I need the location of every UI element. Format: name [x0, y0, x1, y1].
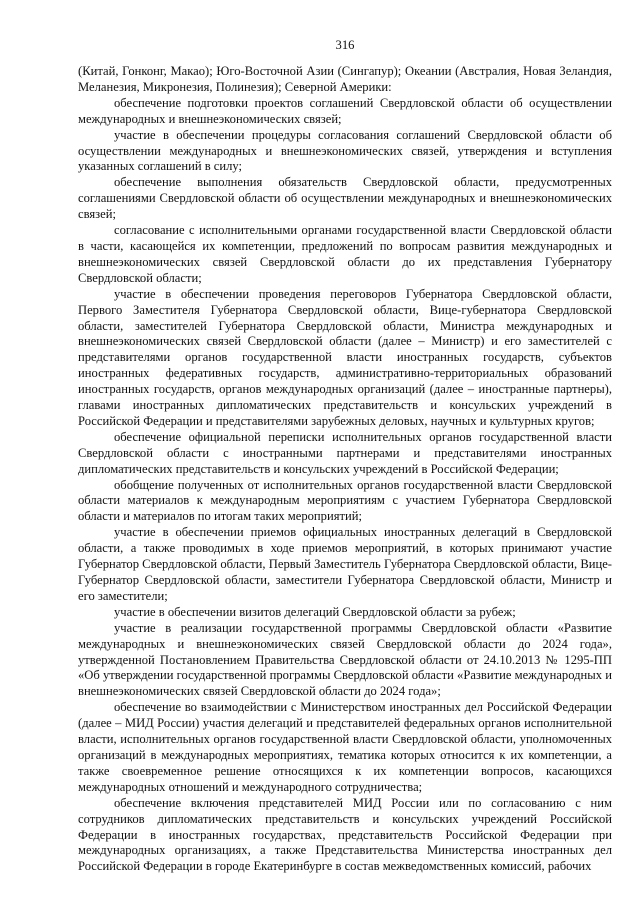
paragraph: участие в обеспечении приемов официальных иностранных делегаций в Свердловской области, а также проводимых в ходе приемов мероприятий, в которых принимают участие Губернатор Свердловской области, Первый Заместитель Губернатора Свердловской области, Вице-Губернатор Свердловской области, заместители Губернатора Свердловской области, Министр и его заместители;: [78, 525, 612, 603]
paragraph: участие в реализации государственной программы Свердловской области «Развитие международных и внешнеэкономических связей Свердловской области до 2024 года», утвержденной Постановлением Правительства Свердловской области от 24.10.2013 № 1295-ПП «Об утверждении государственной программы Свердловской области «Развитие международных и внешнеэкономических связей Свердловской области до 2024 года»;: [78, 620, 612, 699]
paragraph: обеспечение официальной переписки исполнительных органов государственной власти Свердловской области с иностранными партнерами и представителями иностранных дипломатических представительств и консульских учреждений в Российской Федерации;: [78, 429, 612, 476]
paragraph: участие в обеспечении визитов делегаций Свердловской области за рубеж;: [114, 604, 516, 619]
paragraph-continuation: (Китай, Гонконг, Макао); Юго-Восточной Азии (Сингапур); Океании (Австралия, Новая Зеландия, Меланезия, Микронезия, Полинезия); Северной Америки:: [78, 64, 612, 94]
paragraph: обеспечение выполнения обязательств Свердловской области, предусмотренных соглашениями Свердловской области об осуществлении международных и внешнеэкономических связей;: [78, 175, 612, 222]
paragraph: обобщение полученных от исполнительных органов государственной власти Свердловской области материалов к международным мероприятиям с участием Губернатора Свердловской области и материалов по итогам таких мероприятий;: [78, 477, 612, 524]
paragraph: обеспечение включения представителей МИД России или по согласованию с ним сотрудников дипломатических представительств и консульских учреждений Российской Федерации в иностранных государствах, представительств Российской Федерации при международных организациях, а также Представительства Министерства иностранных дел Российской Федерации в городе Екатеринбурге в состав межведомственных комиссий, рабочих: [78, 795, 612, 874]
paragraph: участие в обеспечении процедуры согласования соглашений Свердловской области об осуществлении международных и внешнеэкономических связей, утверждения и вступления указанных соглашений в силу;: [78, 127, 612, 174]
page-number: 316: [335, 38, 355, 52]
paragraph: обеспечение во взаимодействии с Министерством иностранных дел Российской Федерации (далее – МИД России) участия делегаций и представителей федеральных органов исполнительной власти, исполнительных органов государственной власти Свердловской области, уполномоченных организаций в международных мероприятиях, тематика которых относится к их компетенции, а также своевременное решение относящихся к их компетенции вопросов, касающихся международных отношений и международного сотрудничества;: [78, 700, 612, 794]
paragraph: согласование с исполнительными органами государственной власти Свердловской области в части, касающейся их компетенции, предложений по вопросам развития международных и внешнеэкономических связей Свердловской области до их представления Губернатору Свердловской области;: [78, 223, 612, 285]
paragraph: участие в обеспечении проведения переговоров Губернатора Свердловской области, Первого Заместителя Губернатора Свердловской области, Вице-губернатора Свердловской области, заместителей Губернатора Свердловской области, Министра международных и внешнеэкономических связей Свердловской области (далее – Министр) и его заместителей с представителями органов государственной власти иностранных государств, субъектов иностранных федеративных государств, административно-территориальных образований иностранных государств, органов международных организаций (далее – иностранные партнеры), главами иностранных дипломатических представительств и консульских учреждений в Российской Федерации и представителями зарубежных деловых, научных и культурных кругов;: [78, 286, 612, 428]
paragraph: обеспечение подготовки проектов соглашений Свердловской области об осуществлении международных и внешнеэкономических связей;: [78, 95, 612, 126]
document-page: [78, 38, 612, 875]
